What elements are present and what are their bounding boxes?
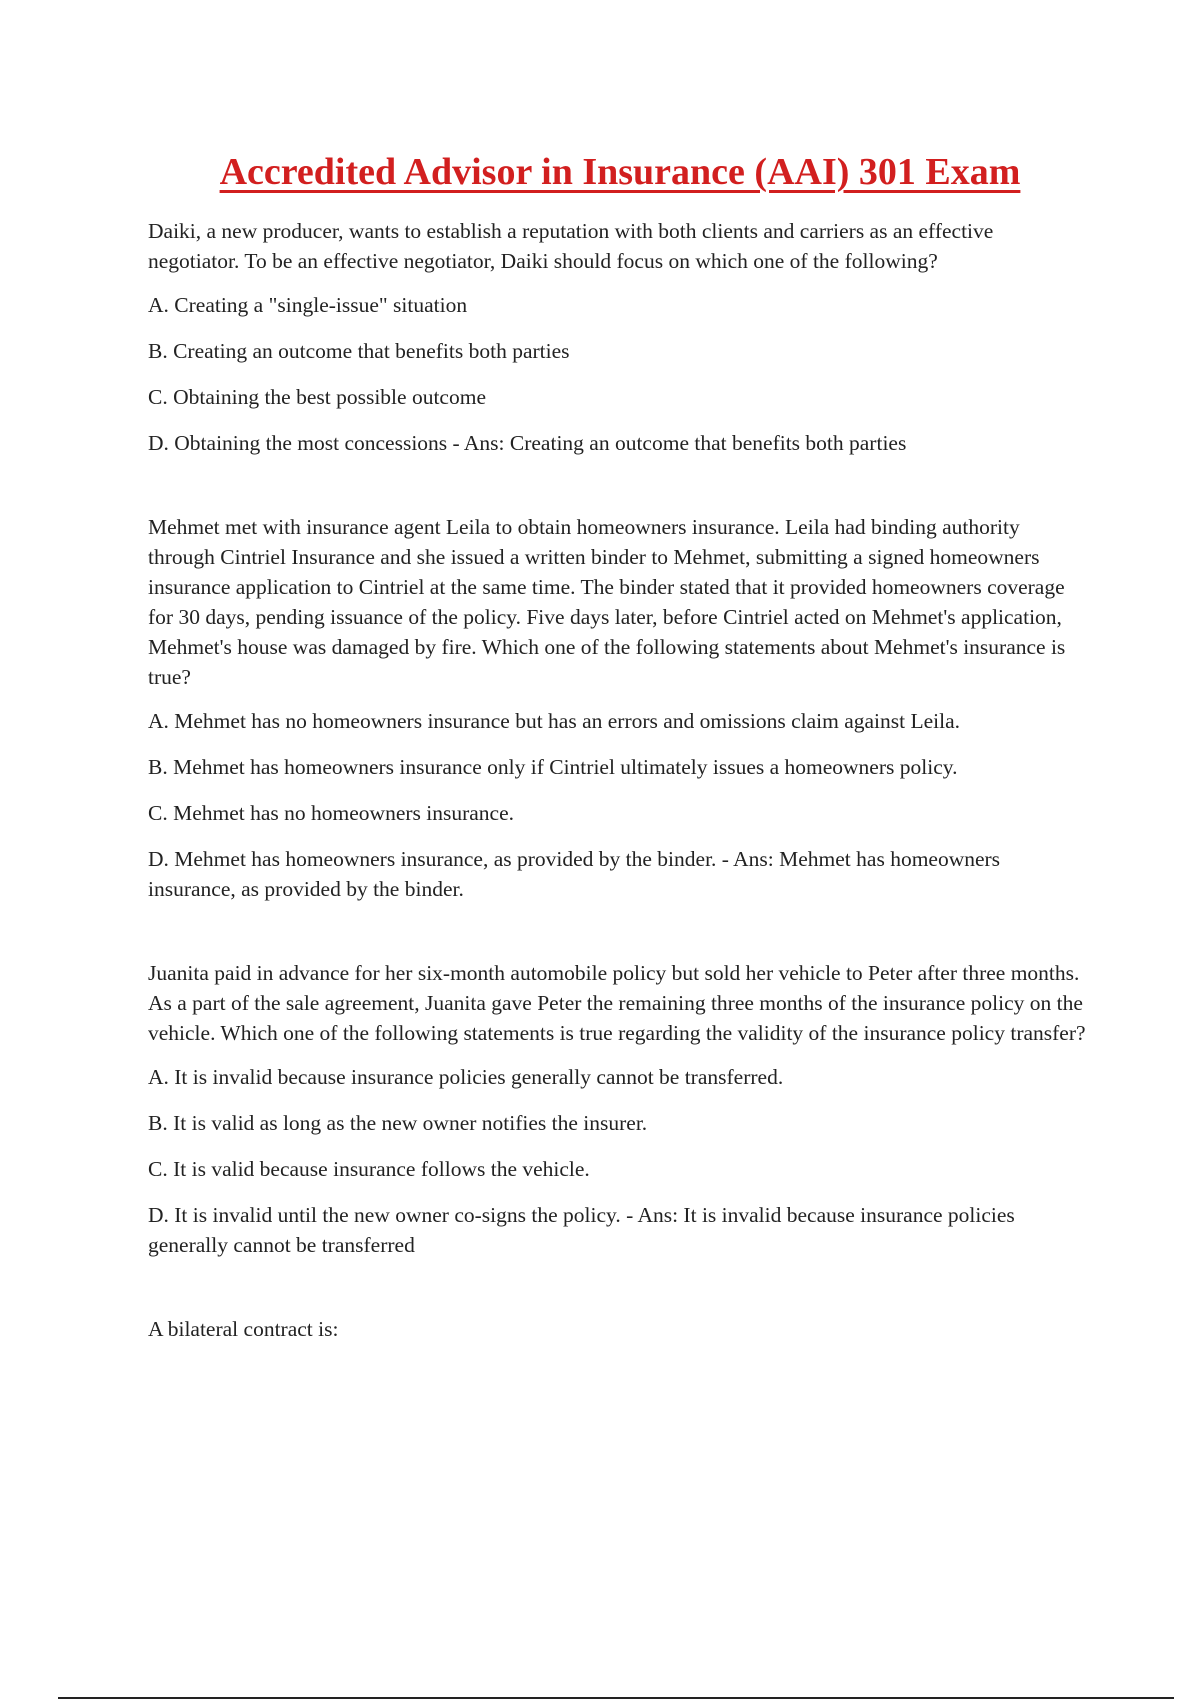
question-3 — [148, 958, 1088, 1260]
question-text: Daiki, a new producer, wants to establish a reputation with both clients and carriers as an effective negotiator. To be an effective negotiator, Daiki should focus on which one of the following? — [148, 219, 994, 273]
option-d-with-answer: D. Mehmet has homeowners insurance, as provided by the binder. - Ans: Mehmet has homeowners insurance, as provided by the binder. — [148, 847, 1001, 901]
option-d-with-answer: D. Obtaining the most concessions - Ans: Creating an outcome that benefits both parties — [148, 431, 907, 455]
question-text: Mehmet met with insurance agent Leila to obtain homeowners insurance. Leila had binding authority through Cintriel Insurance and she issued a written binder to Mehmet, submitting a signed homeowners insurance application to Cintriel at the same time. The binder stated that it provided homeowners coverage for 30 days, pending issuance of the policy. Five days later, before Cintriel acted on Mehmet's application, Mehmet's house was damaged by fire. Which one of the following statements about Mehmet's insurance is true? — [148, 515, 1066, 689]
option-a: A. Mehmet has no homeowners insurance but has an errors and omissions claim against Leila. — [148, 709, 961, 733]
question-1 — [148, 216, 1088, 458]
option-b: B. Creating an outcome that benefits both parties — [148, 339, 570, 363]
page-bottom-divider — [58, 1697, 1174, 1699]
option-c: C. It is valid because insurance follows the vehicle. — [148, 1157, 590, 1181]
question-list — [148, 216, 1088, 1398]
option-a: A. It is invalid because insurance policies generally cannot be transferred. — [148, 1065, 784, 1089]
option-d-with-answer: D. It is invalid until the new owner co-signs the policy. - Ans: It is invalid because insurance policies generally cannot be transferred — [148, 1203, 1015, 1257]
question-2 — [148, 512, 1088, 904]
option-b: B. Mehmet has homeowners insurance only if Cintriel ultimately issues a homeowners policy. — [148, 755, 958, 779]
page-title: Accredited Advisor in Insurance (AAI) 301 Exam — [219, 151, 1021, 193]
option-a: A. Creating a "single-issue" situation — [148, 293, 468, 317]
option-c: C. Obtaining the best possible outcome — [148, 385, 486, 409]
question-text: Juanita paid in advance for her six-month automobile policy but sold her vehicle to Peter after three months. As a part of the sale agreement, Juanita gave Peter the remaining three months of the insurance policy on the vehicle. Which one of the following statements is true regarding the validity of the insurance policy transfer? — [148, 961, 1086, 1045]
question-4 — [148, 1314, 1088, 1344]
question-text: A bilateral contract is: — [148, 1317, 339, 1341]
option-b: B. It is valid as long as the new owner notifies the insurer. — [148, 1111, 648, 1135]
option-c: C. Mehmet has no homeowners insurance. — [148, 801, 515, 825]
